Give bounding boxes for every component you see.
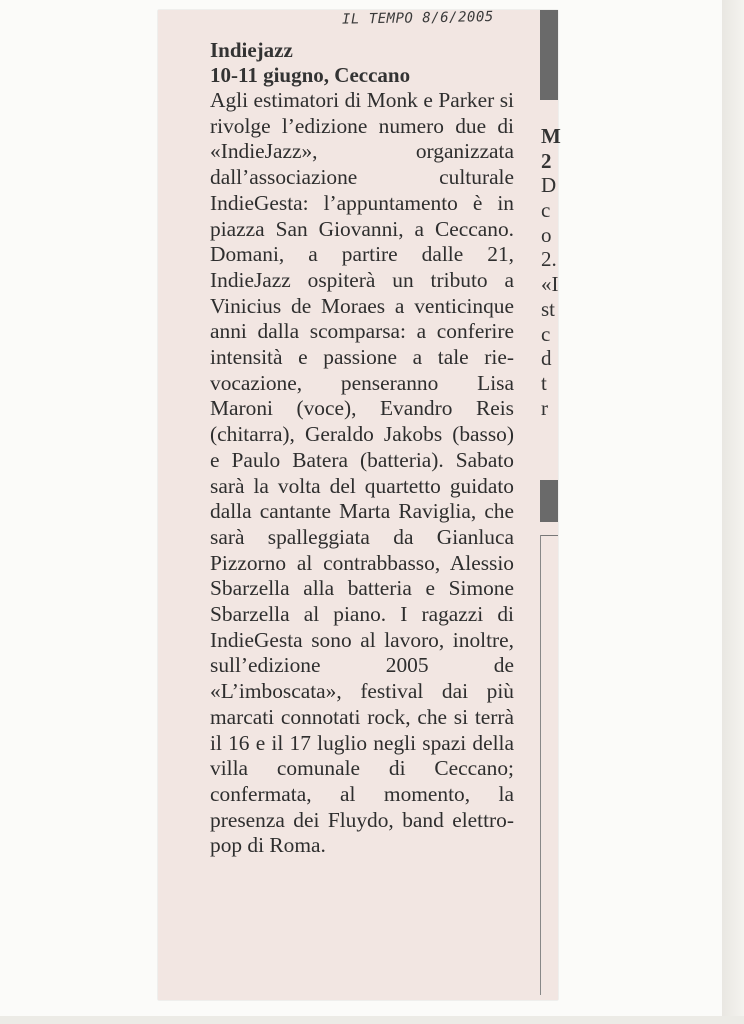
page-edge bbox=[722, 0, 744, 1024]
adjacent-cut-column bbox=[541, 124, 561, 420]
page-bottom-edge bbox=[0, 1016, 744, 1024]
adjacent-column-border bbox=[540, 535, 541, 995]
article bbox=[210, 38, 514, 859]
cut-line: 2 bbox=[541, 148, 552, 173]
cut-line: r bbox=[541, 395, 548, 420]
cut-line: «I bbox=[541, 272, 559, 297]
cut-line: st bbox=[541, 296, 556, 321]
cut-line: d bbox=[541, 346, 552, 371]
cut-line: c bbox=[541, 321, 551, 346]
cut-line: D bbox=[541, 173, 557, 198]
cut-line: 2. bbox=[541, 247, 557, 272]
adjacent-column-rule bbox=[540, 535, 558, 536]
adjacent-column-bar-top bbox=[540, 10, 558, 100]
cut-line: o bbox=[541, 222, 552, 247]
cut-line: t bbox=[541, 370, 547, 395]
article-title: Indiejazz bbox=[210, 38, 293, 62]
article-subtitle: 10-11 giugno, Ceccano bbox=[210, 63, 411, 87]
cut-line: M bbox=[541, 124, 561, 148]
adjacent-column-bar-middle bbox=[540, 480, 558, 522]
article-body: Agli estimatori di Monk e Parker si rivolge l’edizione numero due di «IndieJazz», organizzata dall’associazione culturale IndieGesta: l’appuntamento è in piazza San Giovanni, a Ceccano. Domani, a partire dalle 21, IndieJazz ospiterà un tributo a Vinicius de Moraes a venticinque anni dalla scomparsa: a conferire intensità e passione a tale rievocazione, penseranno Lisa Maroni (voce), Evandro Reis (chitarra), Geraldo Jakobs (basso) e Paulo Batera (batteria). Sabato sarà la volta del quartetto guidato dalla cantante Marta Raviglia, che sarà spalleggiata da Gianluca Pizzorno al contrabbasso, Alessio Sbarzella alla batteria e Simone Sbarzella al piano. I ragazzi di IndieGesta sono al lavoro, inoltre, sull’edizione 2005 de «L’imboscata», festival dai più marcati connotati rock, che si terrà il 16 e il 17 luglio negli spazi della villa comunale di Ceccano; confermata, al momento, la presenza dei Fluydo, band elettro-pop di Roma. bbox=[210, 88, 514, 858]
handwritten-source-note: IL TEMPO 8/6/2005 bbox=[341, 9, 494, 28]
cut-line: c bbox=[541, 198, 551, 223]
